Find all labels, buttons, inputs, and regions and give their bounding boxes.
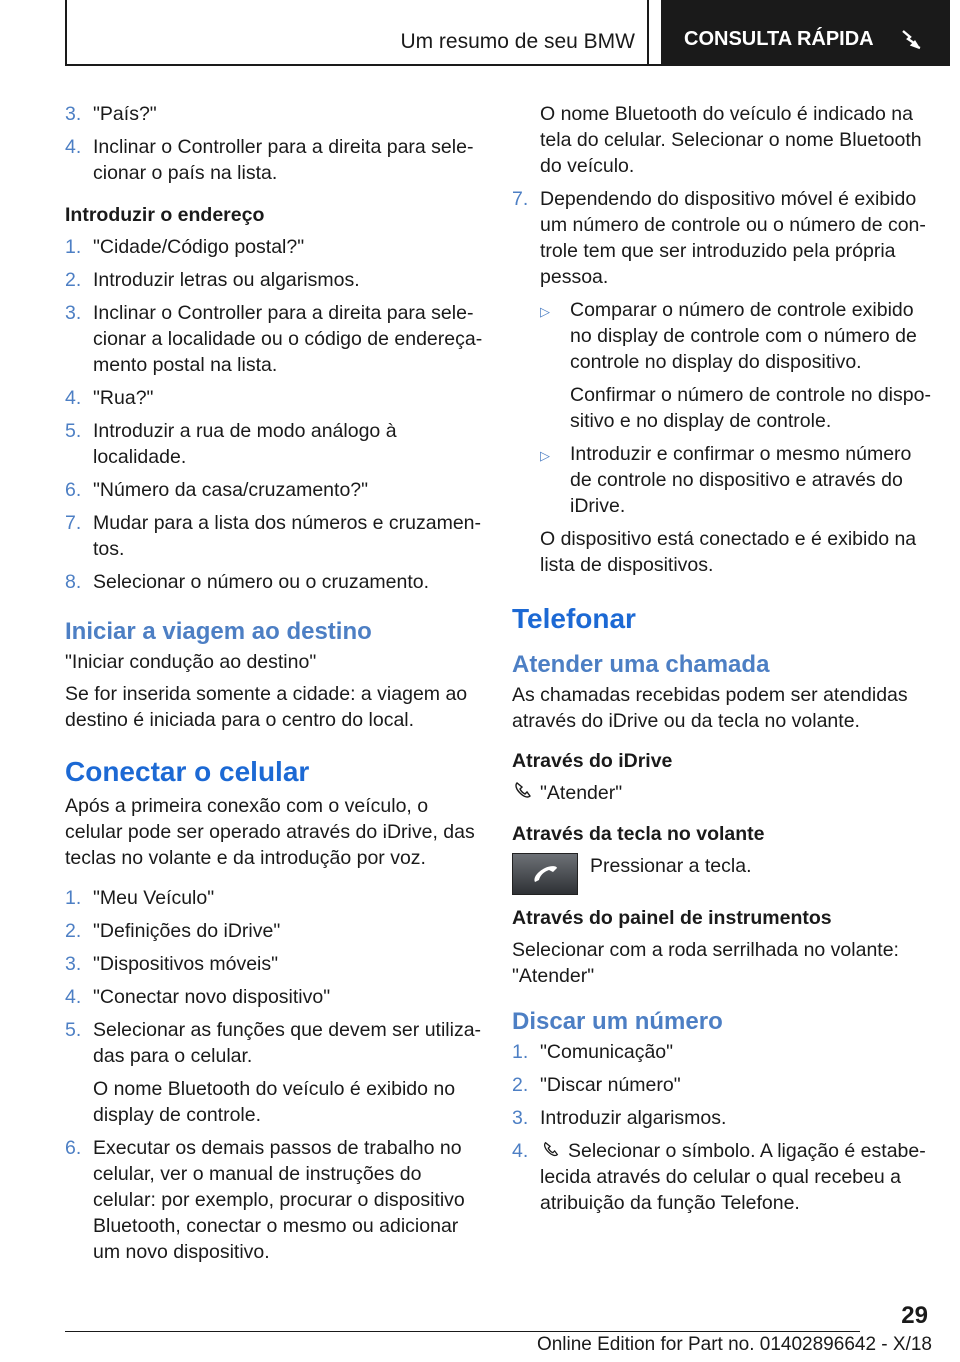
list-text: Introduzir a rua de modo análogo à localidade. <box>93 420 397 468</box>
list-number: 8. <box>65 571 82 593</box>
list-text: "Meu Veículo" <box>93 887 215 909</box>
header-divider-left <box>65 0 67 64</box>
list-text: "País?" <box>93 103 157 125</box>
list-number: 7. <box>65 512 82 534</box>
steering-phone-key-icon <box>512 853 578 895</box>
list-number: 6. <box>65 1137 82 1159</box>
list-number: 3. <box>65 953 82 975</box>
answer-call-intro: As chamadas recebidas podem ser atendidas através do iDrive ou da tecla no volante. <box>512 684 908 732</box>
phone-handset-icon <box>512 780 540 809</box>
list-text: Executar os demais passos de trabalho no celular, ver o manual de instruções do celular: por exemplo, procurar o dispositivo Bluetooth, conectar o mesmo ou adicionar um novo dispositivo. <box>93 1137 465 1263</box>
list-text: Selecionar o símbolo. A ligação é estabelecida através do celular o qual recebeu a atribuição da função Telefone. <box>540 1140 926 1214</box>
list-item <box>65 984 485 1010</box>
list-item <box>65 951 485 977</box>
bullet-subtext: Confirmar o número de controle no dispositivo e no display de controle. <box>570 384 931 432</box>
list-text: Introduzir algarismos. <box>540 1107 727 1129</box>
section-title: Um resumo de seu BMW <box>400 30 635 53</box>
list-item <box>512 1039 932 1065</box>
list-number: 7. <box>512 188 529 210</box>
list-text: "Dispositivos móveis" <box>93 953 279 975</box>
list-number: 4. <box>65 387 82 409</box>
bullet-item <box>540 441 932 519</box>
list-item <box>512 1105 932 1131</box>
list-item <box>65 267 485 293</box>
list-text: Inclinar o Controller para a direita para selecionar a localidade ou o código de endereçamento postal na lista. <box>93 302 483 376</box>
list-subtext: O nome Bluetooth do veículo é exibido no display de controle. <box>93 1078 456 1126</box>
triangle-bullet-icon: ▷ <box>540 448 550 463</box>
right-column <box>512 101 932 1223</box>
list-item <box>65 1135 485 1265</box>
address-heading: Introduzir o endereço <box>65 204 265 226</box>
list-number: 4. <box>512 1140 529 1162</box>
list-item <box>65 510 485 562</box>
list-number: 3. <box>65 302 82 324</box>
list-item <box>65 477 485 503</box>
start-route-command: "Iniciar condução ao destino" <box>65 651 317 673</box>
list-number: 1. <box>512 1041 529 1063</box>
list-subtext: O nome Bluetooth do veículo é indicado na tela do celular. Selecionar o nome Bluetooth do veículo. <box>540 103 922 177</box>
list-text: Selecionar o número ou o cruzamento. <box>93 571 430 593</box>
connect-phone-heading: Conectar o celular <box>65 756 310 787</box>
idrive-answer-line <box>512 780 932 809</box>
list-item <box>65 101 485 127</box>
quick-reference-label: CONSULTA RÁPIDA <box>684 27 874 50</box>
start-route-heading: Iniciar a viagem ao destino <box>65 618 372 645</box>
list-item <box>65 918 485 944</box>
list-subtext: O dispositivo está conectado e é exibido na lista de dispositivos. <box>540 528 917 576</box>
list-text: "Rua?" <box>93 387 154 409</box>
list-item <box>65 134 485 186</box>
footer-edition: Online Edition for Part no. 01402896642 - X/18 <box>536 1334 932 1355</box>
list-item <box>65 300 485 378</box>
list-item <box>65 385 485 411</box>
list-number: 6. <box>65 479 82 501</box>
list-text: "Discar número" <box>540 1074 681 1096</box>
list-text: Inclinar o Controller para a direita para selecionar o país na lista. <box>93 136 474 184</box>
start-route-text: Se for inserida somente a cidade: a viagem ao destino é iniciada para o centro do local. <box>65 683 468 731</box>
list-item <box>65 1017 485 1069</box>
list-text: Dependendo do dispositivo móvel é exibido um número de controle ou o número de controle tem que ser introduzido pela própria pessoa. <box>540 188 926 288</box>
list-text: "Número da casa/cruzamento?" <box>93 479 369 501</box>
dial-number-heading: Discar um número <box>512 1008 723 1035</box>
page-number: 29 <box>901 1302 928 1329</box>
list-text: "Conectar novo dispositivo" <box>93 986 331 1008</box>
left-column <box>65 101 485 1272</box>
list-text: "Comunicação" <box>540 1041 674 1063</box>
list-item <box>65 418 485 470</box>
list-item <box>65 234 485 260</box>
list-number: 3. <box>65 103 82 125</box>
header-divider-mid <box>647 0 649 64</box>
list-item <box>512 1072 932 1098</box>
list-text: Mudar para a lista dos números e cruzamentos. <box>93 512 482 560</box>
list-text: Selecionar as funções que devem ser utilizadas para o celular. <box>93 1019 482 1067</box>
list-text: Introduzir letras ou algarismos. <box>93 269 360 291</box>
answer-call-heading: Atender uma chamada <box>512 651 770 678</box>
list-number: 1. <box>65 236 82 258</box>
quick-reference-tab[interactable] <box>661 0 950 64</box>
list-number: 1. <box>65 887 82 909</box>
triangle-bullet-icon: ▷ <box>540 304 550 319</box>
via-idrive-heading: Através do iDrive <box>512 750 673 772</box>
bullet-item <box>540 297 932 375</box>
list-number: 3. <box>512 1107 529 1129</box>
lightning-icon <box>900 28 924 50</box>
bullet-text: Comparar o número de controle exibido no display de controle com o número de controle no display do dispositivo. <box>570 299 917 373</box>
header-rule <box>65 64 950 66</box>
list-number: 5. <box>65 420 82 442</box>
phone-heading: Telefonar <box>512 603 636 634</box>
list-number: 2. <box>65 920 82 942</box>
list-number: 2. <box>65 269 82 291</box>
list-item <box>65 569 485 595</box>
phone-handset-icon <box>540 1140 562 1160</box>
idrive-answer-text: "Atender" <box>540 782 623 804</box>
list-item <box>65 885 485 911</box>
connect-phone-intro: Após a primeira conexão com o veículo, o celular pode ser operado através do iDrive, das teclas no volante e da introdução por voz. <box>65 795 475 869</box>
via-cluster-heading: Através do painel de instrumentos <box>512 907 832 929</box>
list-text: "Definições do iDrive" <box>93 920 281 942</box>
steering-key-line <box>512 853 932 895</box>
cluster-action-text: Selecionar com a roda serrilhada no volante: "Atender" <box>512 939 899 987</box>
bullet-text: Introduzir e confirmar o mesmo número de controle no dispositivo e através do iDrive. <box>570 443 912 517</box>
list-text: "Cidade/Código postal?" <box>93 236 305 258</box>
footer-rule <box>65 1331 860 1332</box>
list-number: 4. <box>65 986 82 1008</box>
steering-key-text: Pressionar a tecla. <box>590 855 752 877</box>
list-item <box>512 1138 932 1216</box>
list-number: 2. <box>512 1074 529 1096</box>
via-key-heading: Através da tecla no volante <box>512 823 765 845</box>
list-number: 4. <box>65 136 82 158</box>
list-item <box>512 186 932 290</box>
list-number: 5. <box>65 1019 82 1041</box>
list-text-with-icon <box>540 1138 932 1216</box>
